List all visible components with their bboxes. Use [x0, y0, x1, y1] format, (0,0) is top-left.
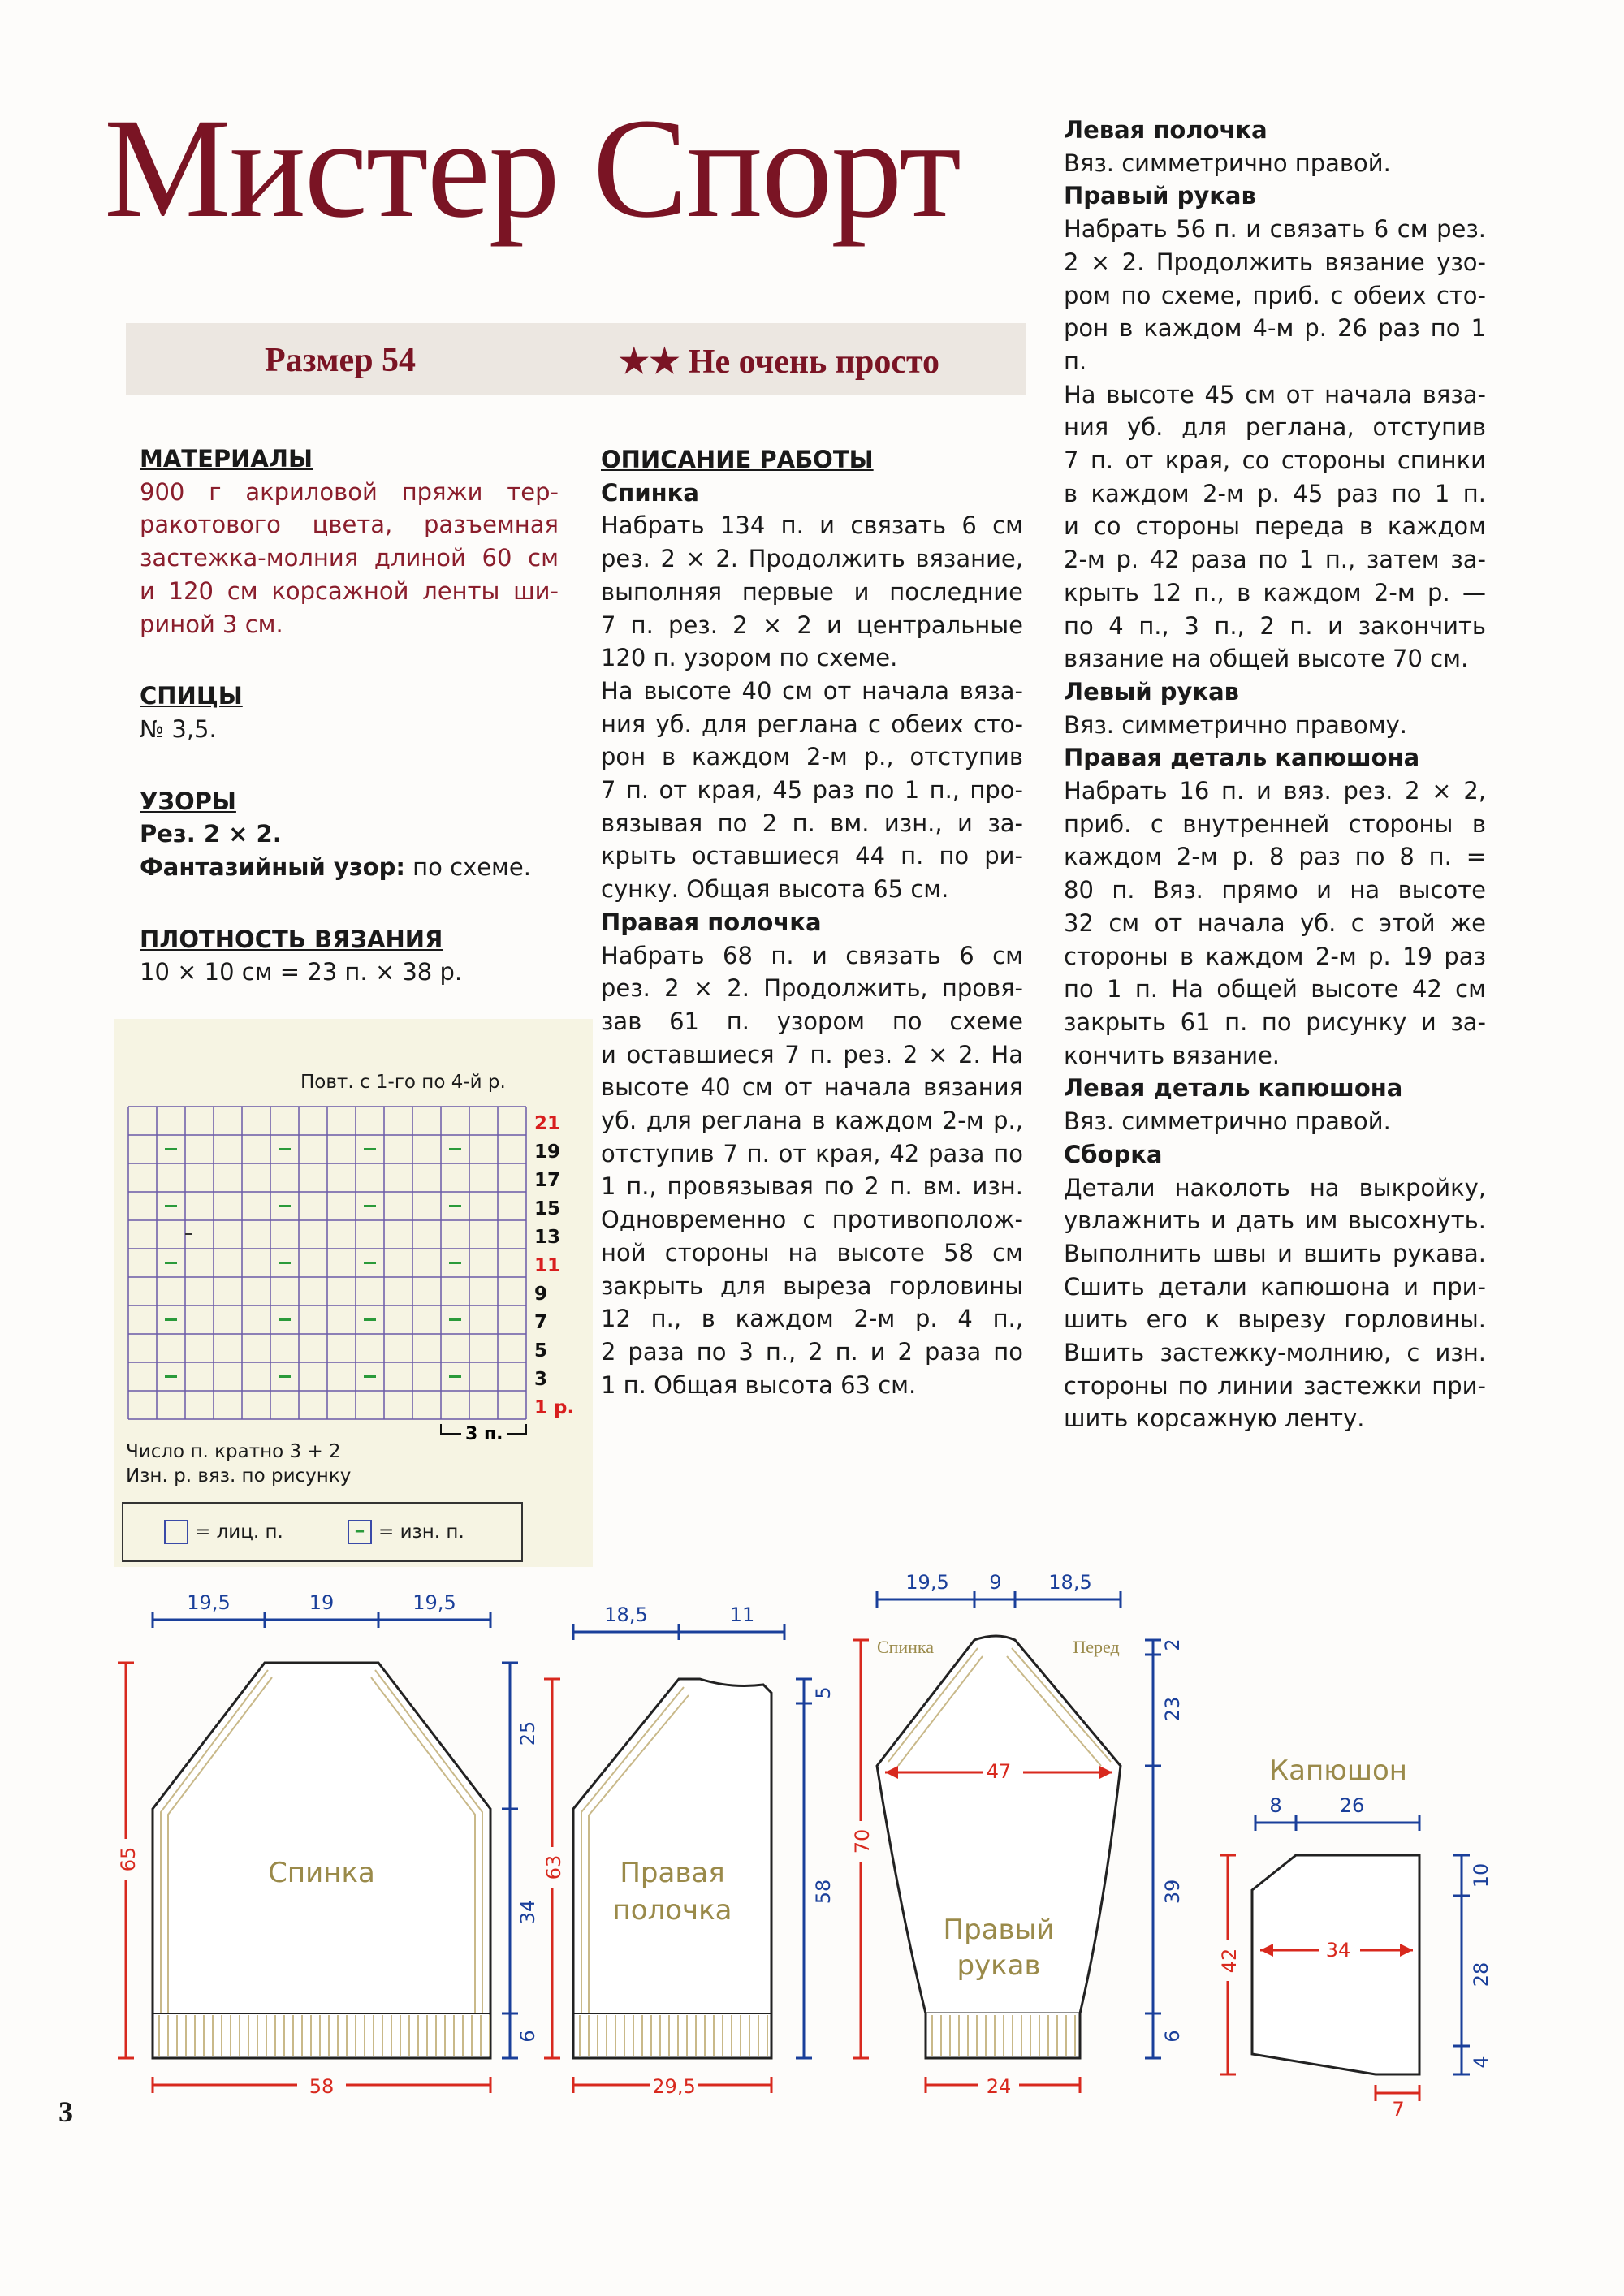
chart-repeat-note: Повт. с 1-го по 4-й р.	[300, 1072, 506, 1093]
text-line: 2-м р. 42 раза по 1 п., затем за-	[1064, 546, 1486, 574]
assembly-title: Сборка	[1064, 1140, 1163, 1168]
sleeve-top-width: 18,5	[1048, 1571, 1092, 1594]
chart-row-number: 9	[534, 1284, 548, 1305]
text-line: высоте 40 см от начала вязания	[601, 1073, 1023, 1102]
back-bottom-width: 58	[309, 2075, 335, 2098]
chart-note-multiple: Число п. кратно 3 + 2	[126, 1441, 341, 1462]
text-line: 7 п. от края, со стороны спинки	[1064, 447, 1486, 475]
hood-bottom-width: 7	[1392, 2098, 1405, 2121]
left-front-title: Левая полочка	[1064, 116, 1268, 144]
back-label: Спинка	[268, 1857, 375, 1889]
repeat-width-label: 3 п.	[465, 1424, 503, 1444]
text-line: 7 п. от края, 45 раз по 1 п., про-	[601, 776, 1023, 805]
back-right-height: 6	[516, 2030, 539, 2043]
materials-line: риной 3 см.	[140, 610, 283, 638]
chart-row-number: 11	[534, 1255, 561, 1276]
materials-heading: МАТЕРИАЛЫ	[140, 445, 313, 473]
sleeve-bottom-width: 24	[986, 2075, 1012, 2098]
front-top-width: 18,5	[604, 1603, 648, 1626]
text-line: зав 61 п. узором по схеме	[601, 1007, 1023, 1035]
text-line: 120 п. узором по схеме.	[601, 644, 898, 672]
back-title: Спинка	[601, 478, 699, 507]
front-bottom-width: 29,5	[652, 2075, 696, 2098]
text-line: каждом 2-м р. 8 раз по 8 п. =	[1064, 843, 1486, 871]
text-line: крыть оставшиеся 44 п. по ри-	[601, 842, 1023, 870]
text-line: вязание на общей высоте 70 см.	[1064, 645, 1469, 673]
text-line: Набрать 56 п. и связать 6 см рез.	[1064, 215, 1486, 244]
text-line: Детали наколоть на выкройку,	[1064, 1173, 1486, 1202]
back-right-height: 25	[516, 1720, 539, 1746]
text-line: стороны по линии застежки при-	[1064, 1371, 1486, 1400]
front-right-height: 5	[812, 1686, 835, 1699]
hood-width: 34	[1325, 1939, 1351, 1962]
description-heading: ОПИСАНИЕ РАБОТЫ	[601, 446, 874, 473]
text-line: шить корсажную ленту.	[1064, 1405, 1365, 1433]
sleeve-label: рукав	[957, 1949, 1041, 1982]
text-line: закрыть 61 п. по рисунку и за-	[1064, 1008, 1486, 1036]
hood-label: Капюшон	[1269, 1754, 1407, 1787]
page-title: Мистер Спорт	[104, 89, 960, 248]
patterns-heading: УЗОРЫ	[140, 787, 236, 815]
text-line: Набрать 68 п. и связать 6 см	[601, 941, 1023, 969]
page-number: 3	[58, 2095, 73, 2128]
text-line: уб. для реглана в каждом 2-м р.,	[601, 1107, 1023, 1135]
materials-line: застежка-молния длиной 60 см	[140, 544, 559, 572]
text-line: 2 раза по 3 п., 2 п. и 2 раза по	[601, 1337, 1023, 1366]
text-line: и со стороны переда в каждом	[1064, 512, 1486, 541]
text-line: 32 см от начала уб. с этой же	[1064, 908, 1486, 937]
needles-heading: СПИЦЫ	[140, 682, 243, 710]
size-label: Размер 54	[265, 342, 417, 379]
sleeve-right-height: 2	[1161, 1638, 1184, 1651]
front-top-width: 11	[729, 1603, 755, 1626]
text-line: стороны в каждом 2-м р. 19 раз	[1064, 942, 1486, 970]
text-line: 80 п. Вяз. прямо и на высоте	[1064, 876, 1486, 904]
hood-outline	[1252, 1855, 1419, 2074]
chart-row-number: 19	[534, 1142, 561, 1163]
sleeve-width: 47	[986, 1760, 1012, 1783]
sleeve-right-height: 6	[1161, 2030, 1184, 2043]
chart-row-number: 5	[534, 1340, 548, 1362]
hood-top-width: 26	[1339, 1794, 1365, 1817]
hood-right-height: 28	[1470, 1962, 1492, 1987]
sleeve-top-width: 9	[989, 1571, 1002, 1594]
legend-purl: = изн. п.	[378, 1521, 464, 1543]
right-hood-title: Правая деталь капюшона	[1064, 744, 1420, 772]
text-line: кончить вязание.	[1064, 1041, 1280, 1069]
left-sleeve-title: Левый рукав	[1064, 677, 1240, 706]
fancy-pattern: Фантазийный узор: по схеме.	[140, 853, 531, 882]
text-line: в каждом 2-м р. 45 раз по 1 п.	[1064, 479, 1486, 507]
hood-top-width: 8	[1269, 1794, 1282, 1817]
purl-stitch-icon: –	[348, 1520, 372, 1544]
text-line: ной стороны на высоте 58 см	[601, 1238, 1023, 1267]
text-line: 1 п. Общая высота 63 см.	[601, 1370, 917, 1399]
text-line: сунку. Общая высота 65 см.	[601, 875, 949, 904]
front-label: полочка	[612, 1894, 732, 1927]
text-line: приб. с внутренней стороны в	[1064, 809, 1486, 838]
chart-row-number: 15	[534, 1198, 561, 1219]
chart-row-number: 21	[534, 1113, 561, 1134]
text-line: вязывая по 2 п. вм. изн., и за-	[601, 809, 1023, 837]
text-line: ния уб. для реглана с обеих сто-	[601, 710, 1023, 738]
hood-total-height: 42	[1218, 1948, 1241, 1974]
sleeve-right-height: 23	[1161, 1696, 1184, 1722]
text-line: выполняя первые и последние	[601, 577, 1023, 606]
text-line: Набрать 16 п. и вяз. рез. 2 × 2,	[1064, 777, 1486, 805]
chart-row-number: 7	[534, 1312, 548, 1333]
text-line: Сшить детали капюшона и при-	[1064, 1272, 1486, 1301]
sleeve-total-height: 70	[851, 1828, 874, 1854]
back-top-width: 19,5	[187, 1591, 231, 1614]
text-line: 7 п. рез. 2 × 2 и центральные	[601, 611, 1023, 639]
materials-line: и 120 см корсажной ленты ши-	[140, 576, 559, 605]
front-right-height: 58	[812, 1879, 835, 1905]
text-line: Вяз. симметрично правой.	[1064, 1107, 1391, 1136]
text-line: закрыть для выреза горловины	[601, 1271, 1023, 1300]
right-sleeve-title: Правый рукав	[1064, 182, 1256, 210]
text-line: ния уб. для реглана, отступив	[1064, 413, 1486, 442]
back-top-width: 19,5	[412, 1591, 456, 1614]
right-front-title: Правая полочка	[601, 908, 822, 936]
front-label: Правая	[620, 1857, 725, 1889]
sleeve-side-back: Спинка	[876, 1637, 935, 1657]
chart-row-number: 13	[534, 1227, 561, 1248]
materials-line: ракотового цвета, разъемная	[140, 511, 559, 539]
difficulty-label: ★★ Не очень просто	[619, 343, 940, 381]
rib-pattern: Рез. 2 × 2.	[140, 820, 282, 848]
text-line: 1 п., провязывая по 2 п. вм. изн.	[601, 1172, 1023, 1201]
gauge-heading: ПЛОТНОСТЬ ВЯЗАНИЯ	[140, 925, 443, 953]
chart-note-wrong-side: Изн. р. вяз. по рисунку	[126, 1465, 352, 1487]
text-line: по 4 п., 3 п., 2 п. и закончить	[1064, 611, 1486, 640]
legend-knit: = лиц. п.	[195, 1521, 283, 1543]
materials-line: 900 г акриловой пряжи тер-	[140, 477, 559, 506]
text-line: шить его к вырезу горловины.	[1064, 1306, 1486, 1334]
text-line: по 1 п. На общей высоте 42 см	[1064, 975, 1486, 1003]
back-right-height: 34	[516, 1899, 539, 1925]
text-line: Одновременно с противополож-	[601, 1206, 1023, 1234]
text-line: крыть 12 п., в каждом 2-м р. —	[1064, 578, 1486, 606]
sleeve-right-height: 39	[1161, 1879, 1184, 1905]
text-line: 2 × 2. Продолжить вязание узо-	[1064, 248, 1486, 276]
text-line: На высоте 40 см от начала вяза-	[601, 676, 1023, 705]
sleeve-top-width: 19,5	[905, 1571, 949, 1594]
text-line: Выполнить швы и вшить рукава.	[1064, 1239, 1486, 1267]
text-line: и оставшиеся 7 п. рез. 2 × 2. На	[601, 1040, 1023, 1068]
chart-row-number: 1 р.	[534, 1397, 575, 1418]
chart-row-number: 17	[534, 1170, 561, 1191]
hood-right-height: 4	[1470, 2056, 1492, 2069]
text-line: Набрать 134 п. и связать 6 см	[601, 511, 1023, 540]
text-line: увлажнить и дать им высохнуть.	[1064, 1206, 1486, 1235]
text-line: рез. 2 × 2. Продолжить вязание,	[601, 545, 1023, 573]
chart-row-number: 3	[534, 1369, 548, 1390]
text-line: отступив 7 п. от края, 42 раза по	[601, 1139, 1023, 1167]
gauge-value: 10 × 10 см = 23 п. × 38 р.	[140, 958, 463, 986]
text-line: рез. 2 × 2. Продолжить, провя-	[601, 974, 1023, 1003]
text-line: 12 п., в каждом 2-м р. 4 п.,	[601, 1305, 1023, 1333]
hood-right-height: 10	[1470, 1862, 1492, 1888]
sleeve-side-front: Перед	[1073, 1637, 1120, 1657]
text-line: ром по схеме, приб. с обеих сто-	[1064, 281, 1486, 309]
text-line: Вяз. симметрично правой.	[1064, 149, 1391, 177]
text-line: рон в каждом 4-м р. 26 раз по 1 п.	[1064, 314, 1486, 375]
text-line: На высоте 45 см от начала вяза-	[1064, 380, 1486, 408]
front-left-height: 63	[542, 1854, 565, 1880]
needles-value: № 3,5.	[140, 714, 217, 743]
sleeve-label: Правый	[943, 1914, 1055, 1946]
text-line: Вяз. симметрично правому.	[1064, 710, 1408, 739]
text-line: Вшить застежку-молнию, с изн.	[1064, 1339, 1486, 1367]
left-hood-title: Левая деталь капюшона	[1064, 1074, 1403, 1103]
text-line: рон в каждом 2-м р., отступив	[601, 743, 1023, 771]
back-total-height: 65	[117, 1846, 140, 1872]
back-top-width: 19	[309, 1591, 335, 1614]
